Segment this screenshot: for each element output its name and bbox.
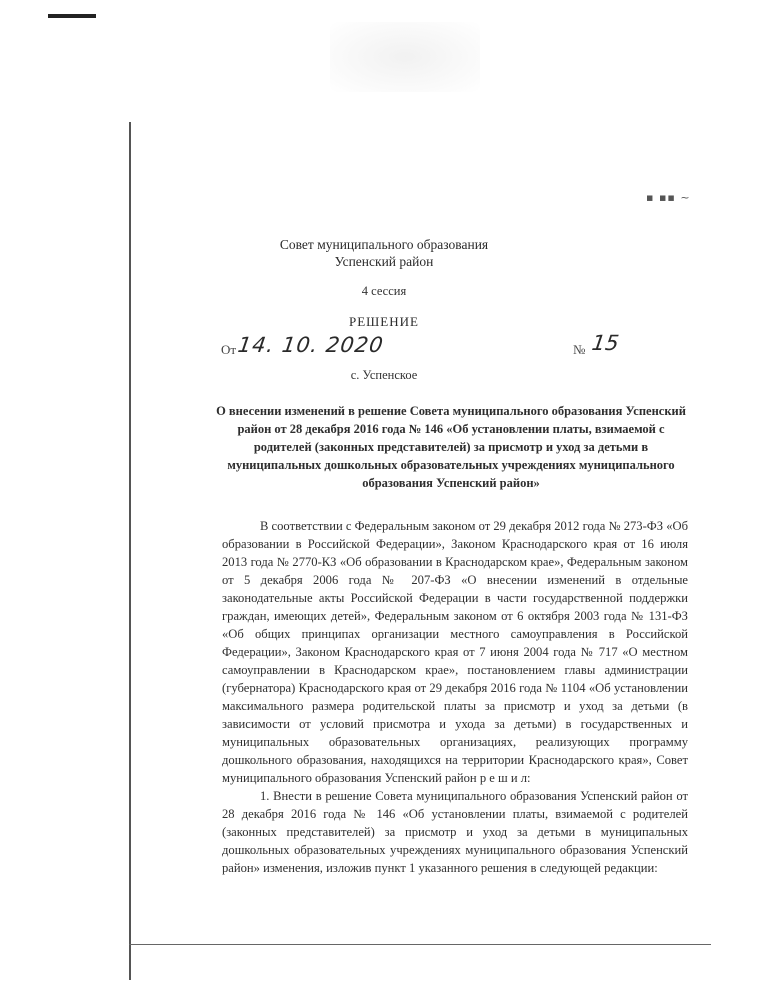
handwritten-date: 14. 10. 2020 bbox=[236, 333, 386, 357]
village-name: с. Успенское bbox=[350, 368, 418, 382]
council-header bbox=[0, 236, 768, 270]
handwritten-number: 15 bbox=[590, 331, 621, 355]
clause-1-paragraph: 1. Внести в решение Совета муниципального образования Успенский район от 28 декабря 2016 года № 146 «Об установлении платы, взимаемой с родителей (законных представителей) за присмотр и уход за детьми в муниципальных дошкольных образовательных учреждениях муниципального образования Успенский район» изменения, изложив пункт 1 указанного решения в следующей редакции: bbox=[222, 789, 688, 875]
page-edge-bottom bbox=[129, 944, 711, 945]
decision-title: О внесении изменений в решение Совета муниципального образования Успенский район от 28 декабря 2016 года № 146 «Об установлении платы, взимаемой с родителей (законных представителей) за присмотр и уход за детьми в муниципальных дошкольных образовательных учреждениях муниципального образования Успенский район» bbox=[216, 404, 686, 490]
council-name: Совет муниципального образования bbox=[279, 237, 489, 252]
faded-stamp bbox=[330, 22, 480, 92]
date-label: От bbox=[221, 342, 237, 357]
decision-body bbox=[222, 517, 688, 877]
corner-mark: ▪ ▪▪ ~ bbox=[646, 191, 691, 204]
number-label: № bbox=[573, 342, 586, 357]
session-label: 4 сессия bbox=[361, 284, 407, 298]
scan-mark bbox=[48, 14, 96, 18]
preamble-paragraph: В соответствии с Федеральным законом от 29 декабря 2012 года № 273-ФЗ «Об образовании в Российской Федерации», Законом Краснодарского края от 16 июля 2013 года № 2770-КЗ «Об образовании в Краснодарском крае», Федеральным законом от 5 декабря 2006 года № 207-ФЗ «О внесении изменений в отдельные законодательные акты Российской Федерации в части государственной поддержки граждан, имеющих детей», Федеральным законом от 6 октября 2003 года № 131-ФЗ «Об общих принципах организации местного самоуправления в Российской Федерации», Законом Краснодарского края от 7 июня 2004 года № 717 «О местном самоуправлении в Краснодарском крае», постановлением главы администрации (губернатора) Краснодарского края от 29 декабря 2016 года № 1104 «Об установлении максимального размера родительской платы за присмотр и уход за детьми (в зависимости от условий присмотра и ухода за детьми) в государственных и муниципальных образовательных организациях, реализующих программу дошкольного образования, находящихся на территории Краснодарского края», Совет муниципального образования Успенский район р е ш и л: bbox=[222, 519, 688, 785]
document-type: РЕШЕНИЕ bbox=[349, 314, 419, 329]
district-name: Успенский район bbox=[334, 254, 434, 269]
